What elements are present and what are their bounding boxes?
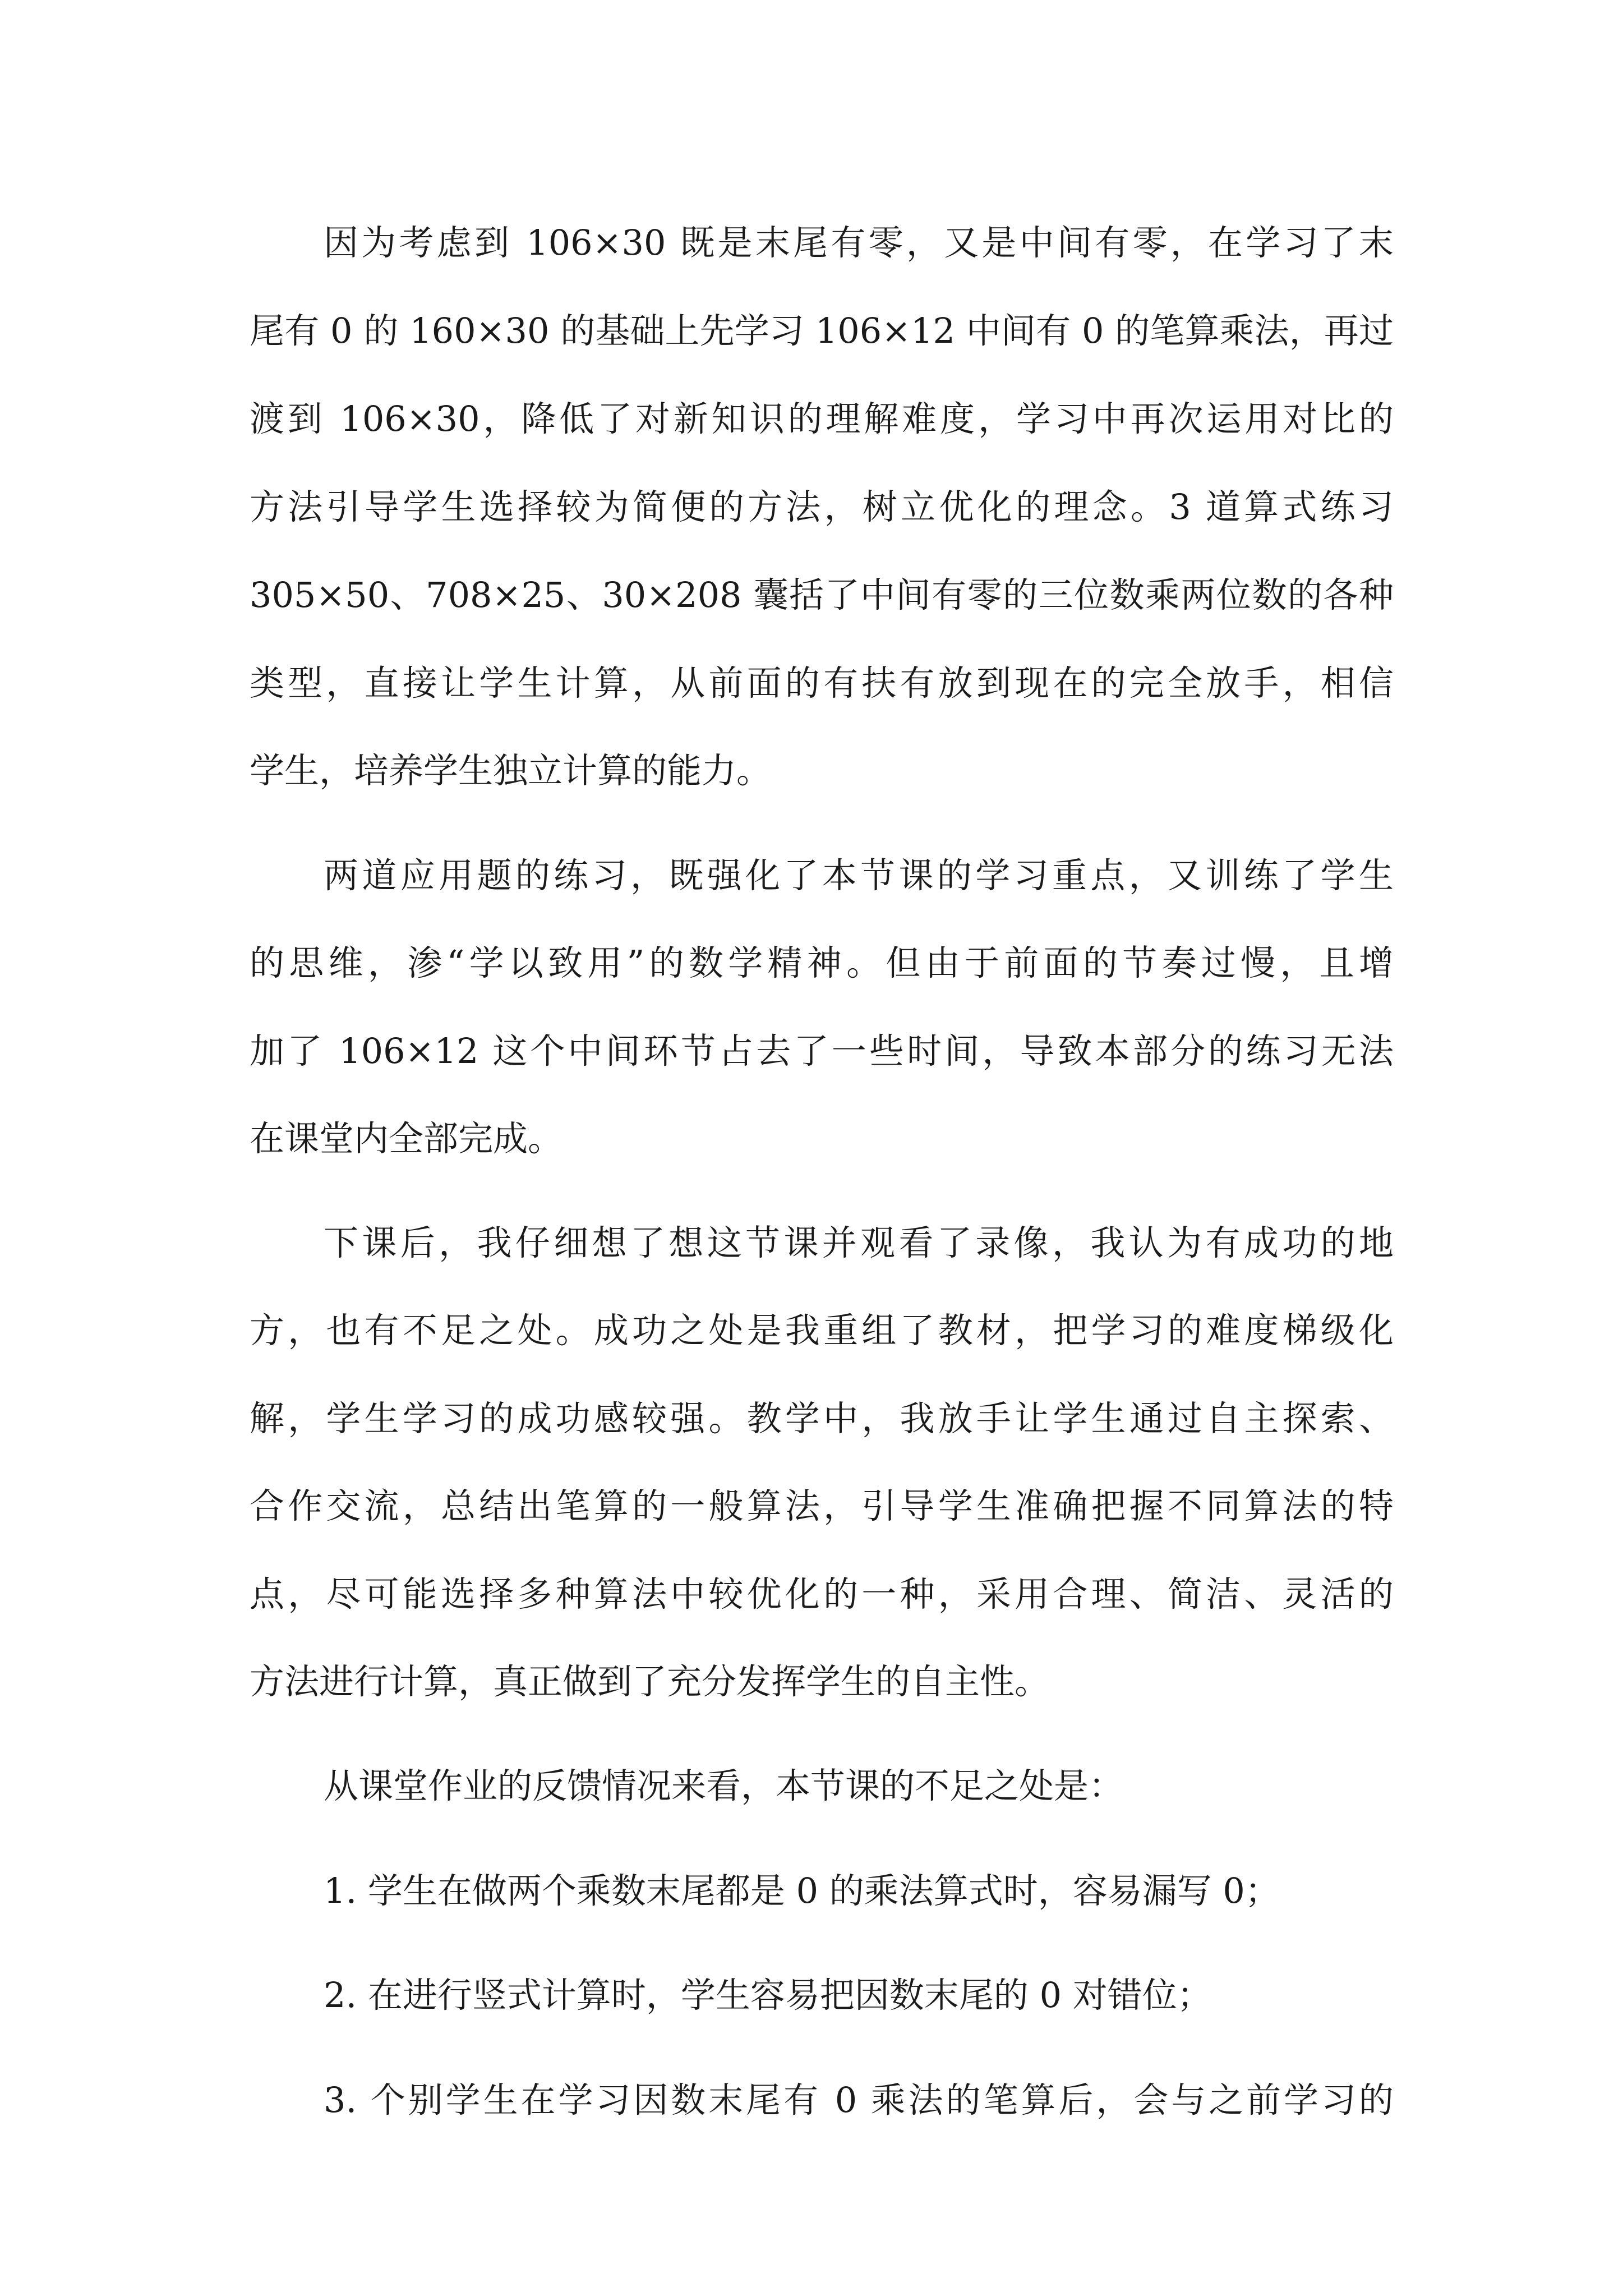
paragraph-1-line-3: 渡到 106×30，降低了对新知识的理解难度，学习中再次运用对比的 [250, 398, 1394, 439]
paragraph-2-line-4: 在课堂内全部完成。 [250, 1118, 563, 1159]
list-item-1: 1. 学生在做两个乘数末尾都是 0 的乘法算式时，容易漏写 0； [324, 1870, 1280, 1911]
paragraph-3-line-3: 解，学生学习的成功感较强。教学中，我放手让学生通过自主探索、 [250, 1398, 1394, 1439]
paragraph-3-line-4: 合作交流，总结出笔算的一般算法，引导学生准确把握不同算法的特 [250, 1485, 1394, 1526]
paragraph-2-line-3: 加了 106×12 这个中间环节占去了一些时间，导致本部分的练习无法 [250, 1030, 1394, 1071]
paragraph-3-line-1: 下课后，我仔细想了想这节课并观看了录像，我认为有成功的地 [324, 1222, 1394, 1263]
paragraph-2-line-2: 的思维，渗“学以致用”的数学精神。但由于前面的节奏过慢，且增 [250, 942, 1394, 983]
paragraph-1-line-1: 因为考虑到 106×30 既是末尾有零，又是中间有零，在学习了末 [324, 222, 1394, 263]
paragraph-4-line-1: 从课堂作业的反馈情况来看，本节课的不足之处是： [324, 1765, 1124, 1806]
paragraph-3-line-2: 方，也有不足之处。成功之处是我重组了教材，把学习的难度梯级化 [250, 1310, 1394, 1351]
paragraph-1-line-4: 方法引导学生选择较为简便的方法，树立优化的理念。3 道算式练习 [250, 486, 1394, 527]
list-item-2: 2. 在进行竖式计算时，学生容易把因数末尾的 0 对错位； [324, 1975, 1212, 2016]
paragraph-1-line-5: 305×50、708×25、30×208 囊括了中间有零的三位数乘两位数的各种 [250, 574, 1394, 615]
list-item-3: 3. 个别学生在学习因数末尾有 0 乘法的笔算后，会与之前学习的 [324, 2079, 1394, 2120]
paragraph-3-line-5: 点，尽可能选择多种算法中较优化的一种，采用合理、简洁、灵活的 [250, 1573, 1394, 1614]
paragraph-1-line-7: 学生，培养学生独立计算的能力。 [250, 750, 772, 791]
paragraph-1-line-2: 尾有 0 的 160×30 的基础上先学习 106×12 中间有 0 的笔算乘法，再过 [250, 310, 1394, 351]
paragraph-3-line-6: 方法进行计算，真正做到了充分发挥学生的自主性。 [250, 1661, 1050, 1702]
paragraph-1-line-6: 类型，直接让学生计算，从前面的有扶有放到现在的完全放手，相信 [250, 662, 1394, 703]
paragraph-2-line-1: 两道应用题的练习，既强化了本节课的学习重点，又训练了学生 [324, 855, 1394, 896]
